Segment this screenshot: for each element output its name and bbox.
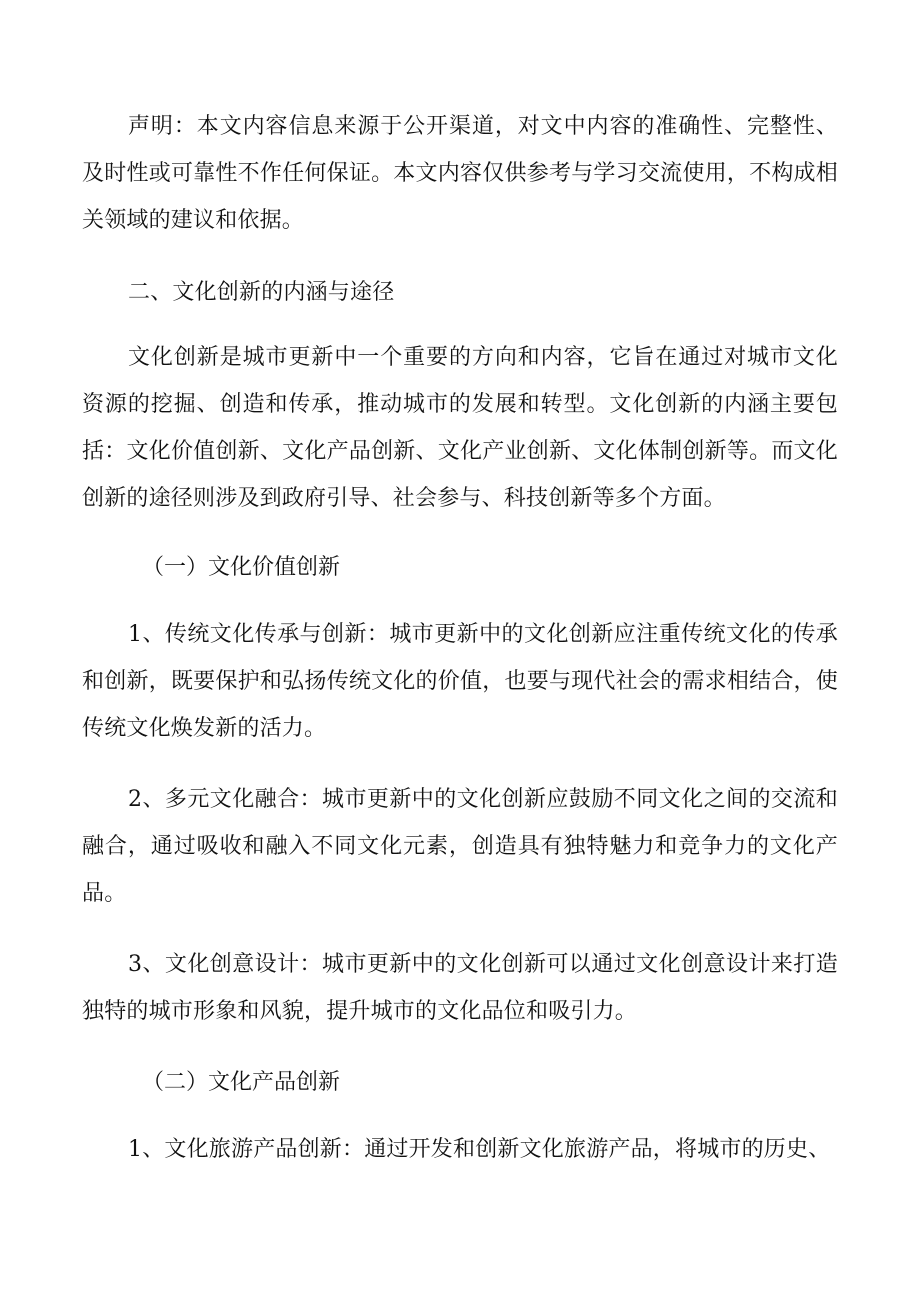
subsection-heading-2: （二）文化产品创新: [142, 1070, 341, 1095]
disclaimer-paragraph: 声明：本文内容信息来源于公开渠道，对文中内容的准确性、完整性、及时性或可靠性不作任何保证。本文内容仅供参考与学习交流使用，不构成相关领域的建议和依据。: [82, 114, 838, 233]
list-item: 1、文化旅游产品创新：通过开发和创新文化旅游产品，将城市的历史、: [128, 1137, 831, 1162]
section-heading: 二、文化创新的内涵与途径: [128, 280, 395, 305]
intro-paragraph: 文化创新是城市更新中一个重要的方向和内容，它旨在通过对城市文化资源的挖掘、创造和传承，推动城市的发展和转型。文化创新的内涵主要包括：文化价值创新、文化产品创新、文化产业创新、文化体制创新等。而文化创新的途径则涉及到政府引导、社会参与、科技创新等多个方面。: [82, 345, 838, 511]
list-item: 2、多元文化融合：城市更新中的文化创新应鼓励不同文化之间的交流和融合，通过吸收和融入不同文化元素，创造具有独特魅力和竞争力的文化产品。: [82, 787, 838, 906]
subsection-heading-1: （一）文化价值创新: [142, 555, 341, 580]
list-item: 1、传统文化传承与创新：城市更新中的文化创新应注重传统文化的传承和创新，既要保护和弘扬传统文化的价值，也要与现代社会的需求相结合，使传统文化焕发新的活力。: [82, 622, 838, 741]
list-item: 3、文化创意设计：城市更新中的文化创新可以通过文化创意设计来打造独特的城市形象和风貌，提升城市的文化品位和吸引力。: [82, 952, 838, 1024]
